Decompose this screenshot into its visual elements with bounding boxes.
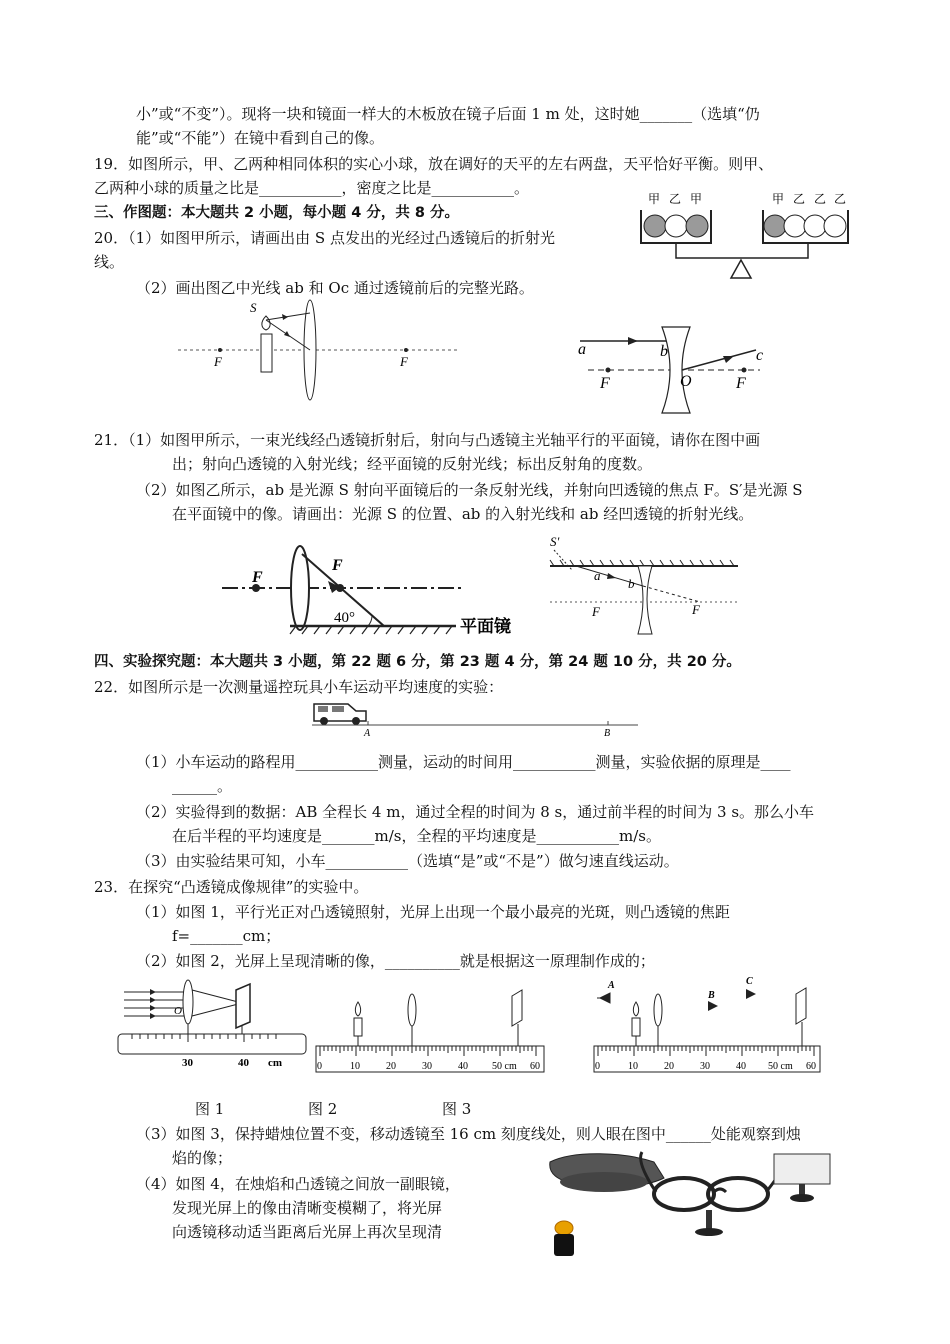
ruler-label: 10 (350, 1061, 360, 1072)
light-screen (512, 990, 522, 1026)
convex-lens (408, 994, 416, 1026)
ruler-label: 40 (736, 1061, 746, 1072)
ray-arrow (607, 573, 616, 579)
mirror-concave-figure (546, 530, 742, 640)
glasses-lens-left (654, 1178, 714, 1210)
ruler-label: 0 (595, 1061, 600, 1072)
figure-caption: 图 3 (442, 1100, 472, 1118)
text-line: （1）如图 1，平行光正对凸透镜照射，光屏上出现一个最小最亮的光斑，则凸透镜的焦距 (136, 903, 730, 921)
car-track-figure (308, 692, 642, 740)
extension-line (643, 586, 700, 602)
ball-yi (824, 215, 846, 237)
tick-label: 30 (182, 1057, 193, 1068)
text-line: 出；射向凸透镜的入射光线；经平面镜的反射光线；标出反射角的度数。 (172, 455, 653, 473)
ball-jia (644, 215, 666, 237)
figure-1 (112, 976, 312, 1068)
ray-Oc (682, 350, 756, 370)
text-line: 小”或“不变”）。现将一块和镜面一样大的木板放在镜子后面 1 m 处，这时她_______（选填“仍 (136, 105, 760, 123)
figure-caption: 图 1 (195, 1100, 225, 1118)
label-O: O (680, 373, 692, 390)
candle-flame (633, 1002, 638, 1016)
figure-4-glasses (544, 1148, 844, 1264)
concave-lens (638, 566, 652, 634)
label-b: b (628, 576, 635, 591)
ray-arrows (150, 989, 156, 1019)
ruler-label: 0 (317, 1061, 322, 1072)
focal-point (742, 368, 747, 373)
label-A: A (364, 728, 371, 739)
label-jia: 甲 (772, 192, 785, 206)
glasses-bridge (714, 1189, 726, 1192)
ruler-label: 40 (458, 1061, 468, 1072)
ball-jia (686, 215, 708, 237)
question-20: 20．（1）如图甲所示，请画出由 S 点发出的光经过凸透镜后的折射光 (94, 229, 555, 247)
label-F: F (252, 569, 263, 586)
question-22: 22．如图所示是一次测量遥控玩具小车运动平均速度的实验： (94, 678, 504, 696)
label-c: c (756, 347, 764, 364)
text-line: ______。 (172, 777, 233, 795)
mirror-label: 平面镜 (460, 617, 511, 636)
label-F: F (332, 557, 343, 574)
label-F: F (400, 354, 408, 369)
text-line: 焰的像； (172, 1149, 233, 1167)
ruler-label: 50 cm (768, 1061, 793, 1072)
lens-mirror-figure (218, 540, 528, 640)
ray-arrow (723, 356, 734, 363)
label-S-prime: S' (550, 534, 560, 549)
converging-ray (192, 990, 242, 1003)
convex-lens-figure (170, 298, 470, 408)
text-line: f=_______cm； (172, 927, 281, 945)
tick-label: 40 (238, 1057, 249, 1068)
ruler-label: 20 (386, 1061, 396, 1072)
ruler-label: 30 (422, 1061, 432, 1072)
section-heading: 三、作图题：本大题共 2 小题，每小题 4 分，共 8 分。 (94, 205, 460, 221)
figure-2 (314, 986, 546, 1078)
converging-ray (192, 1003, 242, 1016)
focal-point (606, 368, 611, 373)
concave-lens-figure (574, 322, 774, 416)
balance-beam (676, 243, 808, 258)
lens-stand (706, 1210, 712, 1230)
text-line: 向透镜移动适当距离后光屏上再次呈现清 (172, 1223, 443, 1241)
label-yi: 乙 (834, 192, 847, 206)
text-line: （3）由实验结果可知，小车___________（选填“是”或“不是”）做匀速直线运动。 (136, 852, 679, 870)
text-line: 在后半程的平均速度是_______m/s，全程的平均速度是___________m/s。 (172, 827, 661, 845)
balance-figure (638, 188, 850, 282)
glasses-lens-right (708, 1178, 768, 1210)
label-jia: 甲 (690, 192, 703, 206)
label-a: a (578, 341, 586, 358)
candle-flame (555, 1221, 573, 1235)
ray-arrow (282, 314, 288, 320)
lens-base (695, 1228, 723, 1236)
label-yi: 乙 (669, 192, 682, 206)
fulcrum (731, 260, 751, 278)
text-line: （1）小车运动的路程用___________测量，运动的时间用___________测量，实验依据的原理是____ (136, 753, 791, 771)
figure-caption: 图 2 (308, 1100, 338, 1118)
label-jia: 甲 (648, 192, 661, 206)
light-screen (774, 1154, 830, 1184)
convex-lens (654, 994, 662, 1026)
text-line: 在平面镜中的像。请画出：光源 S 的位置、ab 的入射光线和 ab 经凹透镜的折射光线。 (172, 505, 754, 523)
ruler-label: 10 (628, 1061, 638, 1072)
ball-yi (784, 215, 806, 237)
candle (632, 1018, 640, 1036)
ruler-label: 30 (700, 1061, 710, 1072)
text-line: 线。 (94, 253, 125, 271)
candle (554, 1234, 574, 1256)
text-line: 发现光屏上的像由清晰变模糊了，将光屏 (172, 1199, 443, 1217)
label-F: F (600, 375, 610, 392)
label-F: F (592, 604, 600, 619)
label-yi: 乙 (814, 192, 827, 206)
candle (354, 1018, 362, 1036)
ball-jia (764, 215, 786, 237)
ball-yi (665, 215, 687, 237)
label-S: S (250, 300, 257, 315)
text-line: 能”或“不能”）在镜中看到自己的像。 (136, 129, 385, 147)
text-line: （3）如图 3，保持蜡烛位置不变，移动透镜至 16 cm 刻度线处，则人眼在图中______处能观察到烛 (136, 1125, 801, 1143)
car-window (332, 706, 344, 712)
label-F: F (736, 375, 746, 392)
label-a: a (594, 568, 601, 583)
label-O: O (174, 1005, 182, 1017)
candle-flame (355, 1002, 360, 1016)
hand-shadow (560, 1172, 648, 1192)
section-heading: 四、实验探究题：本大题共 3 小题，第 22 题 6 分，第 23 题 4 分，第 24 题 10 分，共 20 分。 (94, 654, 741, 670)
eye-icon-C (746, 989, 756, 999)
candle-flame (262, 316, 270, 330)
focal-point (218, 348, 222, 352)
label-A: A (608, 980, 615, 991)
eye-icon-A (597, 993, 610, 1003)
convex-lens (183, 980, 193, 1024)
ray (266, 313, 310, 320)
label-b: b (660, 343, 668, 360)
light-screen (236, 984, 250, 1028)
concave-lens (662, 327, 690, 413)
angle-label: 40° (334, 610, 355, 626)
text-line: （4）如图 4，在烛焰和凸透镜之间放一副眼镜， (136, 1175, 460, 1193)
label-yi: 乙 (793, 192, 806, 206)
tick-label: cm (268, 1057, 283, 1068)
text-line: （2）如图乙所示，ab 是光源 S 射向平面镜后的一条反射光线，并射向凹透镜的焦点 F。S′是光源 S (136, 481, 803, 499)
ruler-label: 20 (664, 1061, 674, 1072)
label-B: B (604, 728, 611, 739)
question-19: 19．如图所示，甲、乙两种相同体积的实心小球，放在调好的天平的左右两盘，天平恰好平衡。则甲、 (94, 155, 774, 173)
candle (261, 334, 272, 372)
ruler-label: 60 (530, 1061, 540, 1072)
eye-icon-B (708, 1001, 718, 1011)
focal-point (404, 348, 408, 352)
question-23: 23．在探究“凸透镜成像规律”的实验中。 (94, 878, 369, 896)
text-line: 乙两种小球的质量之比是___________，密度之比是___________。 (94, 179, 530, 197)
angle-arc (368, 616, 372, 626)
question-21: 21．（1）如图甲所示，一束光线经凸透镜折射后，射向与凸透镜主光轴平行的平面镜，请你在图中画 (94, 431, 761, 449)
ball-yi (804, 215, 826, 237)
text-line: （2）画出图乙中光线 ab 和 Oc 通过透镜前后的完整光路。 (136, 279, 534, 297)
focal-point (336, 584, 344, 592)
ruler-label: 60 (806, 1061, 816, 1072)
label-F: F (692, 602, 700, 617)
text-line: （2）如图 2，光屏上呈现清晰的像，__________就是根据这一原理制作成的； (136, 952, 655, 970)
car-wheel (320, 717, 328, 725)
screen-base (790, 1194, 814, 1202)
car-window (318, 706, 328, 712)
text-line: （2）实验得到的数据：AB 全程长 4 m，通过全程的时间为 8 s，通过前半程的时间为 3 s。那么小车 (136, 803, 815, 821)
car-wheel (352, 717, 360, 725)
label-F: F (214, 354, 222, 369)
label-B: B (708, 990, 715, 1001)
ray-arrow (284, 331, 290, 337)
figure-3 (592, 972, 824, 1080)
ruler-label: 50 cm (492, 1061, 517, 1072)
ray-arrow (628, 337, 638, 345)
light-screen (796, 988, 806, 1024)
label-C: C (746, 976, 753, 987)
